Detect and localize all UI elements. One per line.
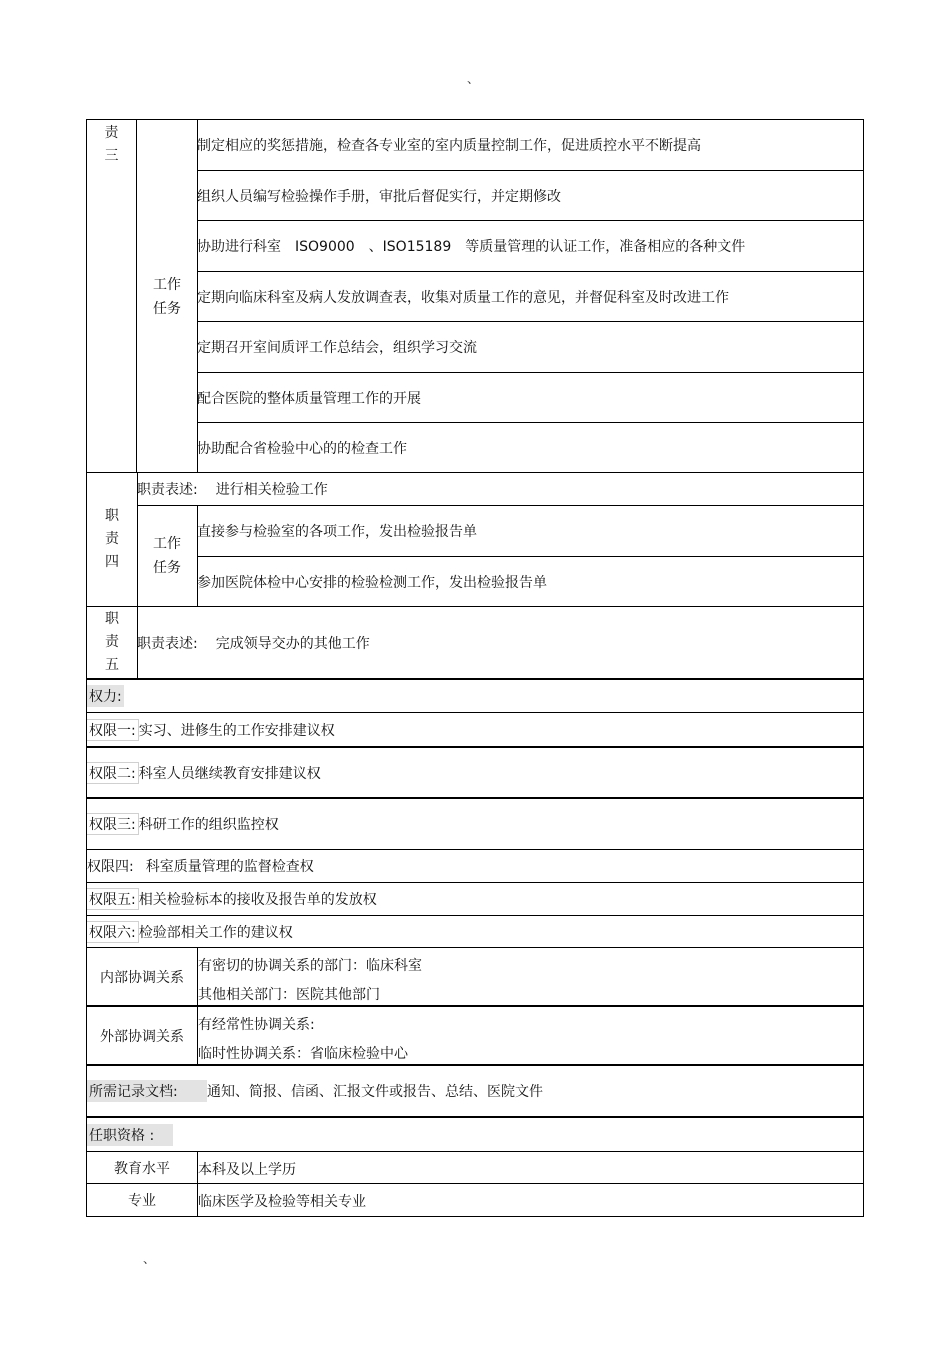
education-label: 教育水平	[87, 1152, 198, 1183]
power-row-4	[86, 850, 864, 883]
internal-coordination-line-1: 有密切的协调关系的部门：临床科室	[198, 958, 422, 974]
power-value: 实习、进修生的工作安排建议权	[138, 722, 335, 739]
records-key: 所需记录文档:	[87, 1080, 207, 1102]
duty-5-description	[137, 607, 863, 678]
duty-3-task-2: 组织人员编写检验操作手册，审批后督促实行，并定期修改	[197, 171, 863, 221]
power-heading: 权力:	[87, 685, 124, 707]
duty-3-label-char: 三	[104, 148, 119, 164]
power-heading-row	[86, 680, 864, 713]
major-row	[86, 1184, 864, 1217]
education-value: 本科及以上学历	[198, 1162, 296, 1178]
duty-3-label-char: 责	[104, 125, 119, 141]
duty-4-task-2: 参加医院体检中心安排的检验检测工作，发出检验报告单	[197, 574, 547, 591]
power-value: 科室人员继续教育安排建议权	[138, 765, 321, 782]
duty-5-label	[87, 607, 138, 678]
internal-coordination-row	[86, 948, 864, 1007]
duty-4-task-label	[137, 506, 198, 606]
power-value: 相关检验标本的接收及报告单的发放权	[138, 892, 377, 908]
power-key: 权限二:	[87, 762, 139, 784]
duty-4-label-char: 责	[105, 531, 119, 547]
power-row-6	[86, 916, 864, 948]
power-key: 权限六:	[87, 921, 139, 943]
duty-3-task-7: 协助配合省检验中心的的检查工作	[197, 441, 407, 457]
duty-4-section	[86, 473, 864, 607]
power-value: 检验部相关工作的建议权	[138, 924, 293, 941]
task-label-line: 任务	[153, 560, 181, 576]
duty-description-value: 完成领导交办的其他工作	[215, 635, 370, 652]
external-coordination-line-1: 有经常性协调关系:	[198, 1017, 315, 1033]
major-value: 临床医学及检验等相关专业	[198, 1194, 366, 1210]
corner-mark-top: 、	[467, 72, 480, 86]
duty-4-label-char: 四	[105, 554, 119, 570]
power-key: 权限四:	[87, 859, 134, 875]
task-label-line: 工作	[153, 276, 181, 293]
power-key: 权限五:	[87, 888, 139, 910]
duty-4-label-char: 职	[105, 508, 119, 524]
duty-4-task-1: 直接参与检验室的各项工作，发出检验报告单	[197, 506, 863, 557]
power-key: 权限三:	[87, 813, 139, 835]
power-row-1	[86, 713, 864, 748]
external-coordination-label: 外部协调关系	[87, 1007, 198, 1064]
power-key: 权限一:	[87, 719, 139, 741]
qualification-heading: 任职资格 :	[87, 1124, 173, 1146]
records-value: 通知、简报、信函、汇报文件或报告、总结、医院文件	[207, 1084, 543, 1100]
records-row	[86, 1066, 864, 1118]
duty-5-section	[86, 607, 864, 680]
corner-mark-bottom: 、	[143, 1252, 156, 1266]
duty-4-label	[87, 473, 138, 606]
duty-3-task-label	[137, 120, 198, 473]
power-row-3	[86, 799, 864, 850]
duty-3-task-3: 协助进行科室 ISO9000 、ISO15189 等质量管理的认证工作，准备相应的各种文件	[197, 221, 863, 272]
external-coordination-line-2: 临时性协调关系：省临床检验中心	[198, 1046, 408, 1062]
duty-5-label-char: 五	[105, 657, 119, 673]
power-row-2	[86, 748, 864, 799]
qualification-heading-row	[86, 1118, 864, 1152]
duty-description-key: 职责表述:	[137, 482, 198, 498]
task-label-line: 任务	[153, 300, 181, 317]
duty-4-description	[137, 473, 863, 506]
duty-3-task-4: 定期向临床科室及病人发放调查表，收集对质量工作的意见，并督促科室及时改进工作	[197, 272, 863, 322]
external-coordination-row	[86, 1007, 864, 1066]
job-description-table	[86, 119, 864, 1217]
internal-coordination-line-2: 其他相关部门：医院其他部门	[198, 987, 380, 1003]
task-label-line: 工作	[153, 536, 181, 552]
duty-description-value: 进行相关检验工作	[215, 482, 328, 498]
duty-3-label	[87, 120, 137, 472]
power-row-5	[86, 883, 864, 916]
education-row	[86, 1152, 864, 1184]
power-value: 科室质量管理的监督检查权	[145, 859, 314, 875]
internal-coordination-label: 内部协调关系	[87, 948, 198, 1005]
duty-3-section	[86, 119, 864, 473]
duty-5-label-char: 职	[105, 611, 119, 627]
duty-3-task-6: 配合医院的整体质量管理工作的开展	[197, 373, 863, 423]
duty-description-key: 职责表述:	[137, 635, 198, 652]
duty-3-task-5: 定期召开室间质评工作总结会，组织学习交流	[197, 322, 863, 373]
duty-3-task-1: 制定相应的奖惩措施，检查各专业室的室内质量控制工作，促进质控水平不断提高	[197, 120, 863, 171]
major-label: 专业	[87, 1184, 198, 1216]
power-value: 科研工作的组织监控权	[138, 817, 279, 833]
duty-5-label-char: 责	[105, 634, 119, 650]
